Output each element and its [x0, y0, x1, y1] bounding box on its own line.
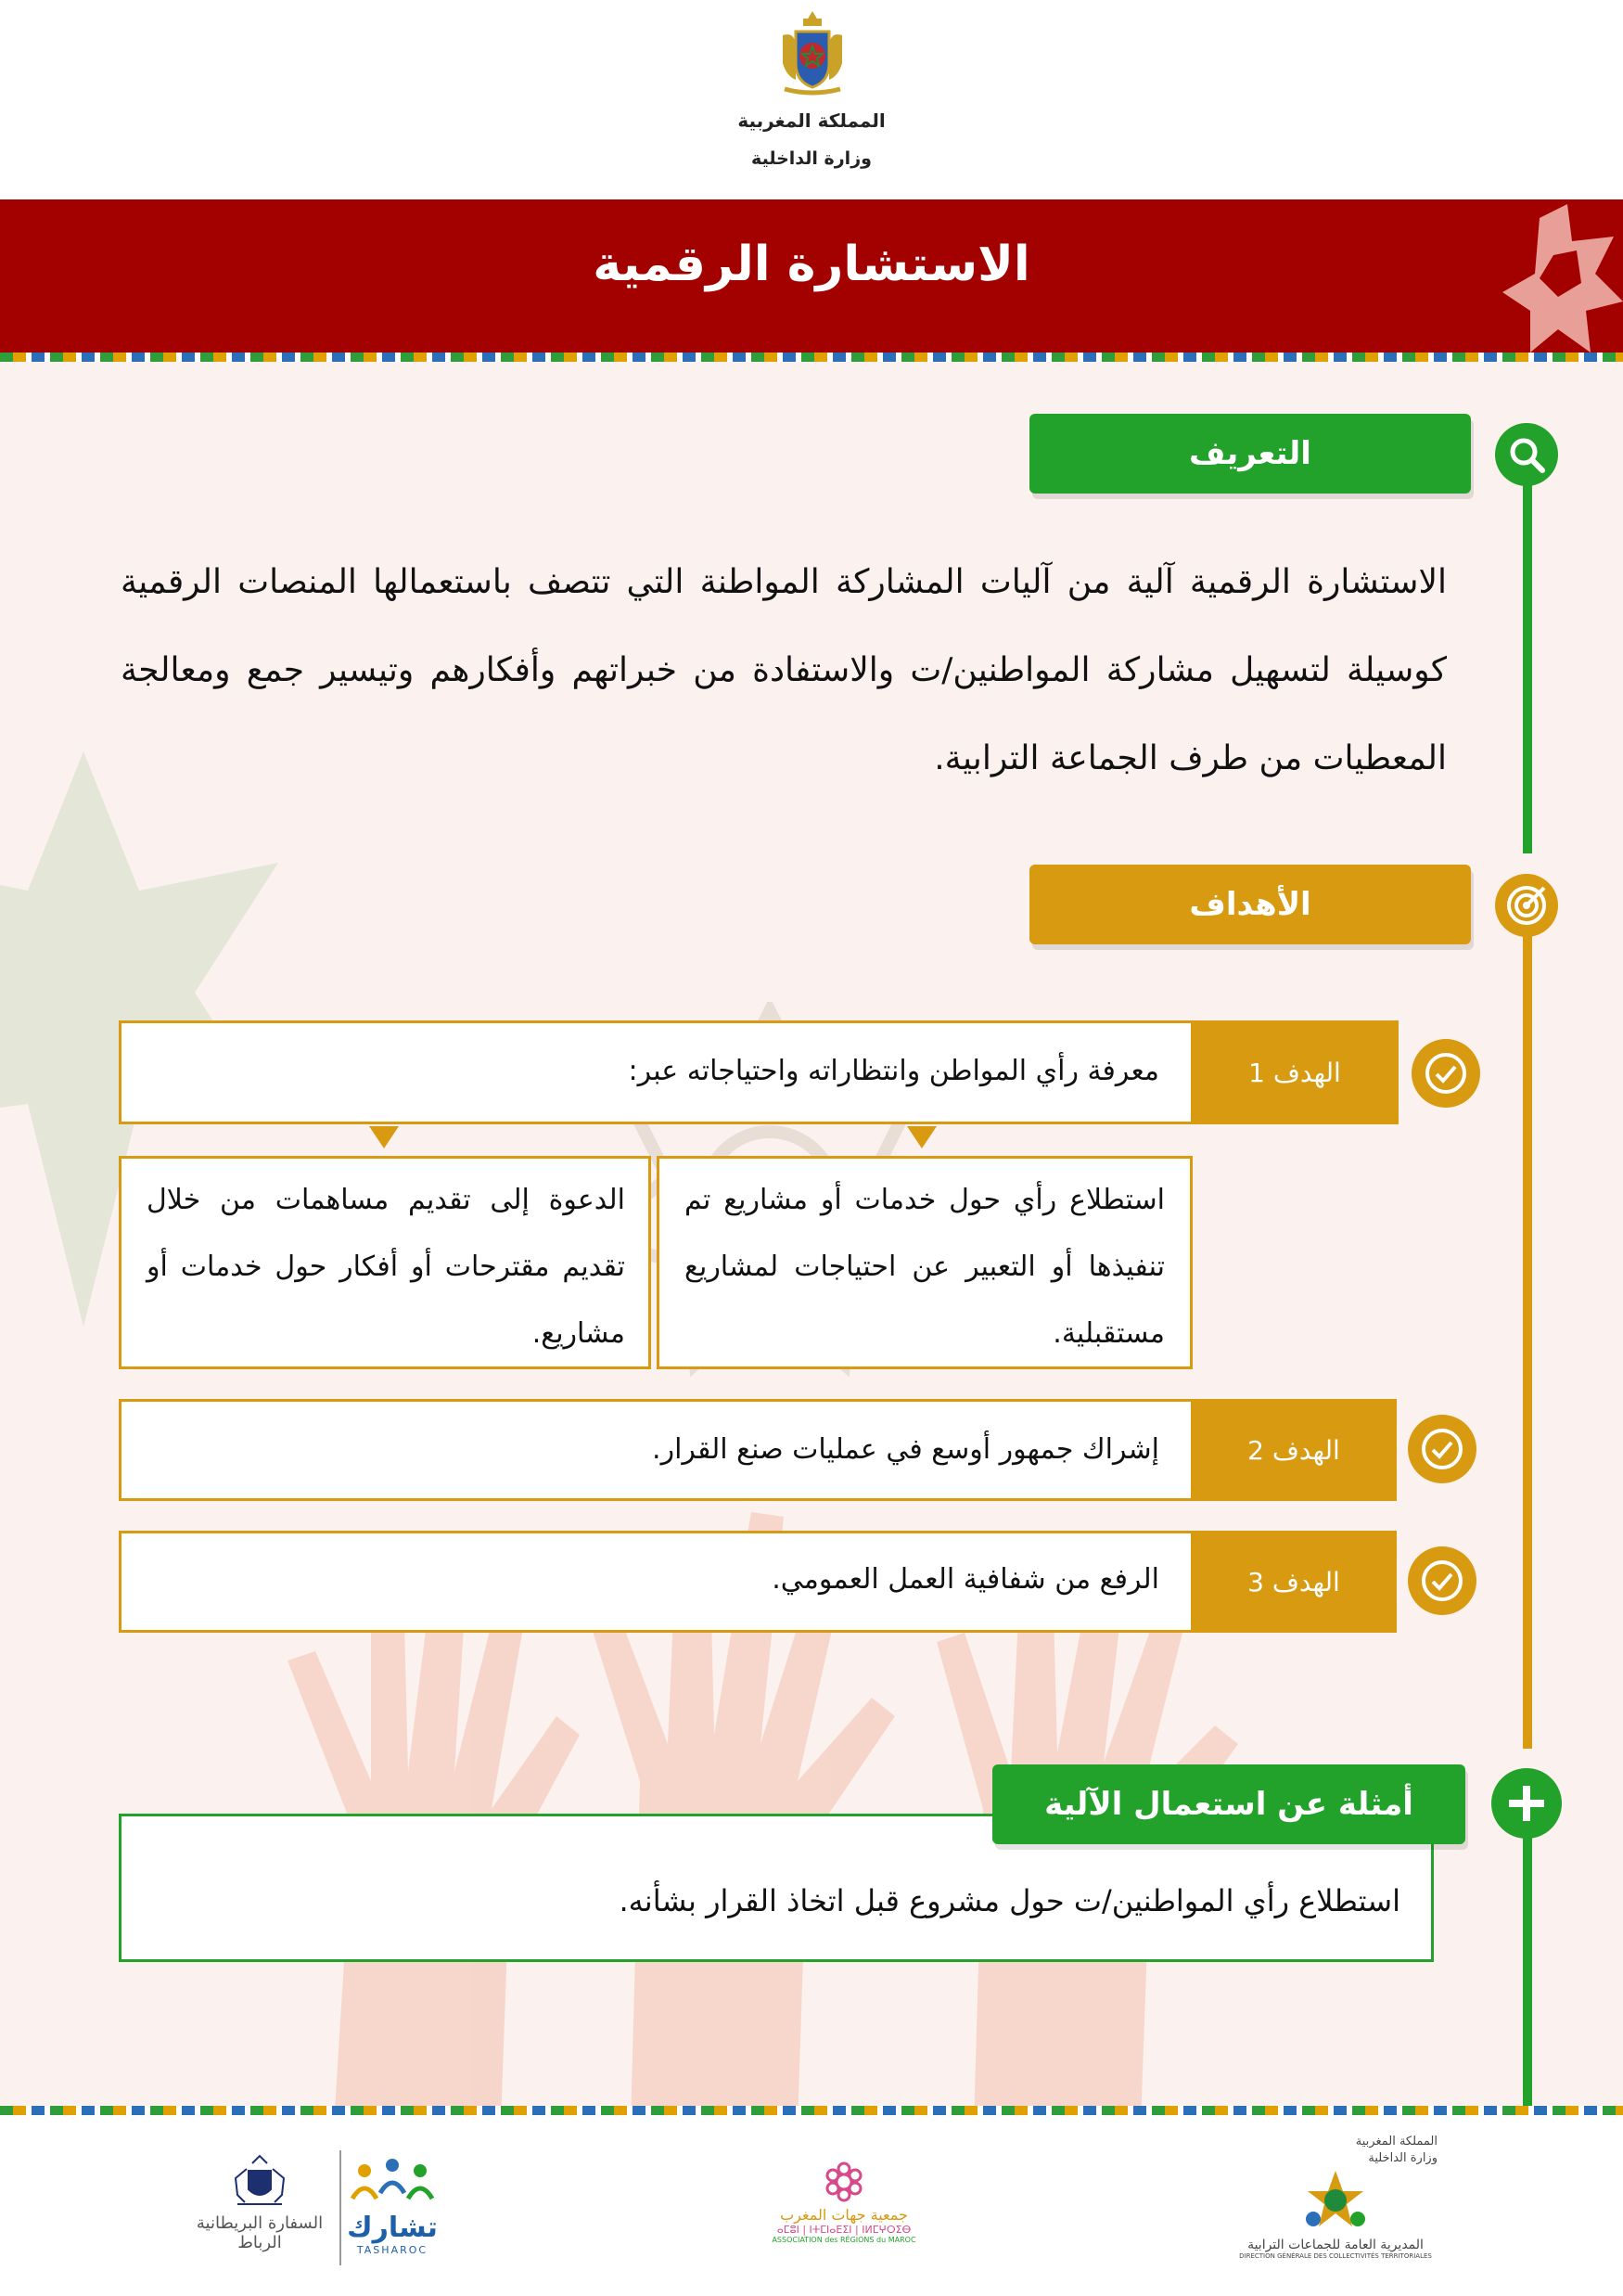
sub-objective-text-2: الدعوة إلى تقديم مساهمات من خلال تقديم مقترحات أو أفكار حول خدمات أو مشاريع. [147, 1184, 625, 1350]
royal-arms-icon [185, 2152, 334, 2210]
examples-heading: أمثلة عن استعمال الآلية [992, 1764, 1465, 1844]
flower-emblem-icon [760, 2161, 927, 2202]
decorative-trim [0, 2106, 1623, 2115]
objective-2-text: إشراك جمهور أوسع في عمليات صنع القرار. [652, 1433, 1159, 1466]
plus-icon [1491, 1768, 1562, 1839]
ministry-name: وزارة الداخلية [751, 148, 872, 169]
search-icon [1495, 423, 1558, 486]
objective-1-label: الهدف 1 [1191, 1020, 1399, 1124]
tasharok-name-lat: TASHAROC [356, 2244, 428, 2256]
timeline-line-green [1523, 455, 1532, 853]
timeline-line-green-bottom [1523, 1800, 1532, 2115]
dgct-logo [1233, 2134, 1438, 2282]
examples-text: استطلاع رأي المواطنين/ت حول مشروع قبل اتخاذ القرار بشأنه. [619, 1883, 1400, 1918]
regions-name-fr: ASSOCIATION des RÉGIONS du MAROC [772, 2236, 916, 2244]
check-badge-icon [1408, 1546, 1476, 1615]
footer-divider [339, 2150, 341, 2265]
decorative-trim [0, 353, 1623, 362]
dgct-emblem-icon [1233, 2167, 1438, 2234]
british-embassy-logo [185, 2152, 334, 2273]
definition-text: الاستشارة الرقمية آلية من آليات المشاركة المواطنة التي تتصف باستعمالها المنصات الرقمية كوسيلة لتسهيل مشاركة المواطنين/ت والاستفادة من خبراتهم وأفكارهم وتيسير جمع ومعالجة المعطيات من طرف الجماعة الترابية. [121, 563, 1447, 777]
page-title: الاستشارة الرقمية [593, 237, 1030, 292]
dgct-ministry: وزارة الداخلية [1368, 2151, 1438, 2165]
dgct-name-fr: DIRECTION GÉNÉRALE DES COLLECTIVITÉS TERRITORIALES [1239, 2252, 1432, 2260]
definition-heading: التعريف [1029, 414, 1471, 494]
arrow-down-icon [907, 1126, 937, 1148]
sub-objective-text-1: استطلاع رأي حول خدمات أو مشاريع تم تنفيذها أو التعبير عن احتياجات لمشاريع مستقبلية. [684, 1184, 1165, 1350]
embassy-line1: السفارة البريطانية [196, 2213, 324, 2233]
arrow-down-icon [369, 1126, 399, 1148]
objective-1-text: معرفة رأي المواطن وانتظاراته واحتياجاته عبر: [628, 1055, 1159, 1087]
embassy-line2: الرباط [237, 2233, 282, 2252]
objective-3-text: الرفع من شفافية العمل العمومي. [772, 1563, 1159, 1596]
tasharok-people-icon [341, 2152, 443, 2208]
kingdom-name: المملكة المغربية [737, 109, 886, 132]
check-badge-icon [1412, 1039, 1480, 1108]
dgct-name-ar: المديرية العامة للجماعات الترابية [1247, 2238, 1424, 2252]
target-icon [1495, 874, 1558, 937]
tasharok-name-ar: تشارك [347, 2212, 438, 2244]
regions-association-logo [760, 2161, 927, 2273]
check-badge-icon [1408, 1415, 1476, 1483]
regions-name-tifinagh: ⴰⵎⵓⵏ | ⵏⵜⵎⵏⴰⴹⵉⵏ | ⵏⵍⵎⵖⵔⵉⴱ [776, 2224, 912, 2236]
timeline-line-orange [1523, 904, 1532, 1749]
objectives-heading: الأهداف [1029, 865, 1471, 944]
tasharok-logo [341, 2152, 443, 2273]
objective-2-label: الهدف 2 [1191, 1399, 1397, 1501]
royal-crest-logo [766, 7, 859, 100]
regions-name-ar: جمعية جهات المغرب [780, 2206, 908, 2224]
objective-3-label: الهدف 3 [1191, 1531, 1397, 1633]
dgct-kingdom: المملكة المغربية [1355, 2135, 1438, 2148]
